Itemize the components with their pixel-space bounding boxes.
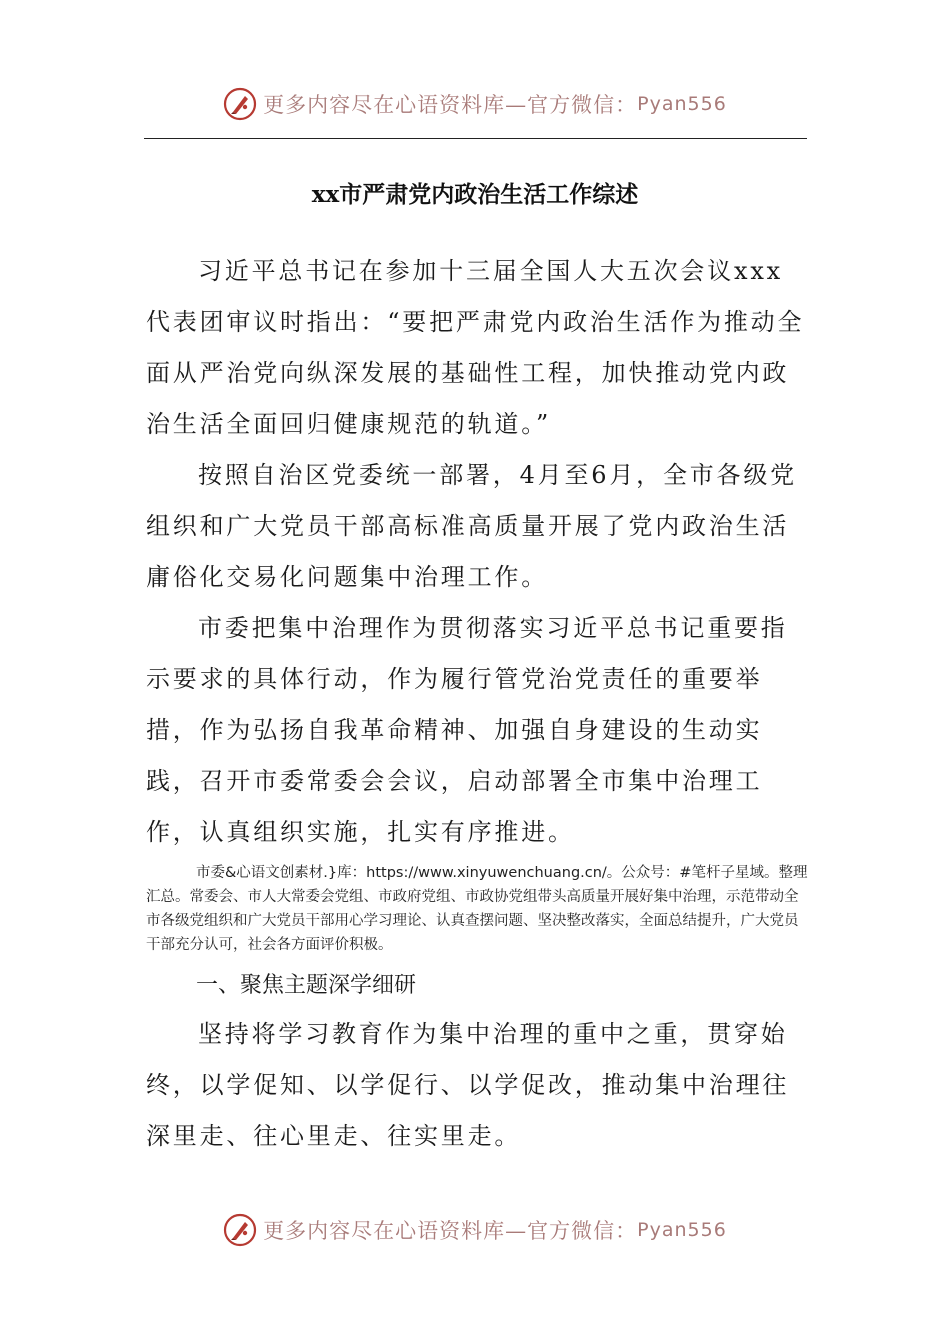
document-body [146,246,808,1162]
section-paragraph: 坚持将学习教育作为集中治理的重中之重，贯穿始终，以学促知、以学促行、以学促改，推动集中治理往深里走、往心里走、往实里走。 [146,1020,790,1150]
header-banner [0,84,950,124]
pen-logo-icon [223,87,257,121]
banner-wechat-id: Pyan556 [637,1219,727,1241]
inserted-note: 市委&心语文创素材.}库：https://www.xinyuwenchuang.cn/。公众号：#笔杆子星域。整理汇总。常委会、市人大常委会党组、市政府党组、市政协党组带头高质量开展好集中治理，示范带动全市各级党组织和广大党员干部用心学习理论、认真查摆问题、坚决整改落实，全面总结提升，广大党员干部充分认可，社会各方面评价积极。 [146,865,808,953]
footer-banner [0,1210,950,1250]
document-title: xx市严肃党内政治生活工作综述 [311,181,639,208]
banner-wechat-id: Pyan556 [637,93,727,115]
section-heading: 一、聚焦主题深学细研 [196,973,417,998]
pen-logo-icon [223,1213,257,1247]
body-paragraph-3: 市委把集中治理作为贯彻落实习近平总书记重要指示要求的具体行动，作为履行管党治党责任的重要举措，作为弘扬自我革命精神、加强自身建设的生动实践，召开市委常委会会议，启动部署全市集中治理工作，认真组织实施，扎实有序推进。 [146,614,788,846]
body-paragraph-2: 按照自治区党委统一部署，4月至6月，全市各级党组织和广大党员干部高标准高质量开展了党内政治生活庸俗化交易化问题集中治理工作。 [146,461,797,591]
body-paragraph-1: 习近平总书记在参加十三届全国人大五次会议xxx代表团审议时指出：“要把严肃党内政治生活作为推动全面从严治党向纵深发展的基础性工程，加快推动党内政治生活全面回归健康规范的轨道。” [146,257,805,438]
header-divider [144,138,807,139]
banner-slogan: 更多内容尽在心语资料库—官方微信： [263,1219,638,1243]
banner-slogan: 更多内容尽在心语资料库—官方微信： [263,93,638,117]
